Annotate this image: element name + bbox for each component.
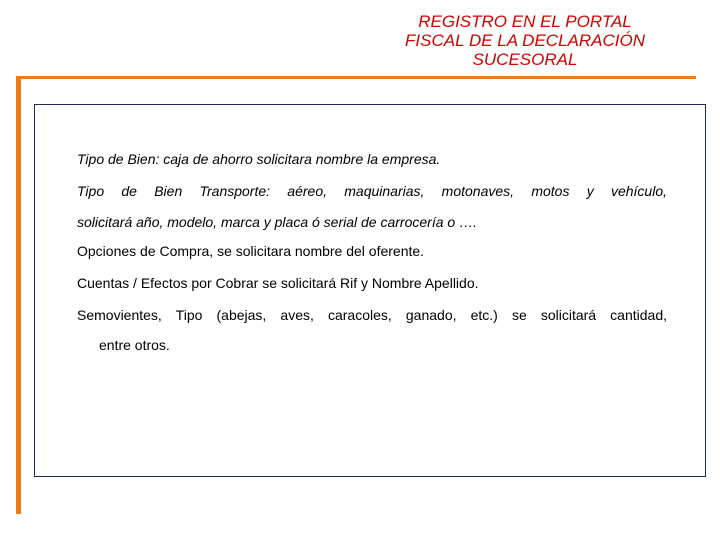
paragraph-semovientes <box>77 300 667 360</box>
title-line-3: SUCESORAL <box>472 50 578 69</box>
content-text <box>77 150 667 374</box>
paragraph-line: solicitará año, modelo, marca y placa ó serial de carrocería o …. <box>77 214 477 230</box>
paragraph-cuentas-efectos: Cuentas / Efectos por Cobrar se solicitará Rif y Nombre Apellido. <box>77 275 479 291</box>
paragraph-text: caja de ahorro solicitara nombre la empresa. <box>159 151 441 167</box>
slide-title <box>365 12 685 69</box>
paragraph-label: Tipo de Bien: <box>77 151 160 167</box>
paragraph-line <box>77 176 667 207</box>
paragraph-tipo-de-bien <box>77 150 667 168</box>
title-line-1: REGISTRO EN EL PORTAL <box>418 12 632 31</box>
paragraph-line: entre otros. <box>99 337 170 353</box>
paragraph-line: Semovientes, Tipo (abejas, aves, caracoles, ganado, etc.) se solicitará cantidad, <box>77 307 667 323</box>
paragraph-label: Tipo de Bien Transporte: <box>77 183 271 199</box>
horizontal-accent-rule <box>18 76 696 79</box>
vertical-accent-rule <box>16 76 21 514</box>
title-line-2: FISCAL DE LA DECLARACIÓN <box>405 31 645 50</box>
paragraph-text: aéreo, maquinarias, motonaves, motos y vehículo, <box>270 183 668 199</box>
paragraph-tipo-de-bien-transporte <box>77 176 667 238</box>
paragraph-opciones-de-compra: Opciones de Compra, se solicitara nombre del oferente. <box>77 243 425 259</box>
